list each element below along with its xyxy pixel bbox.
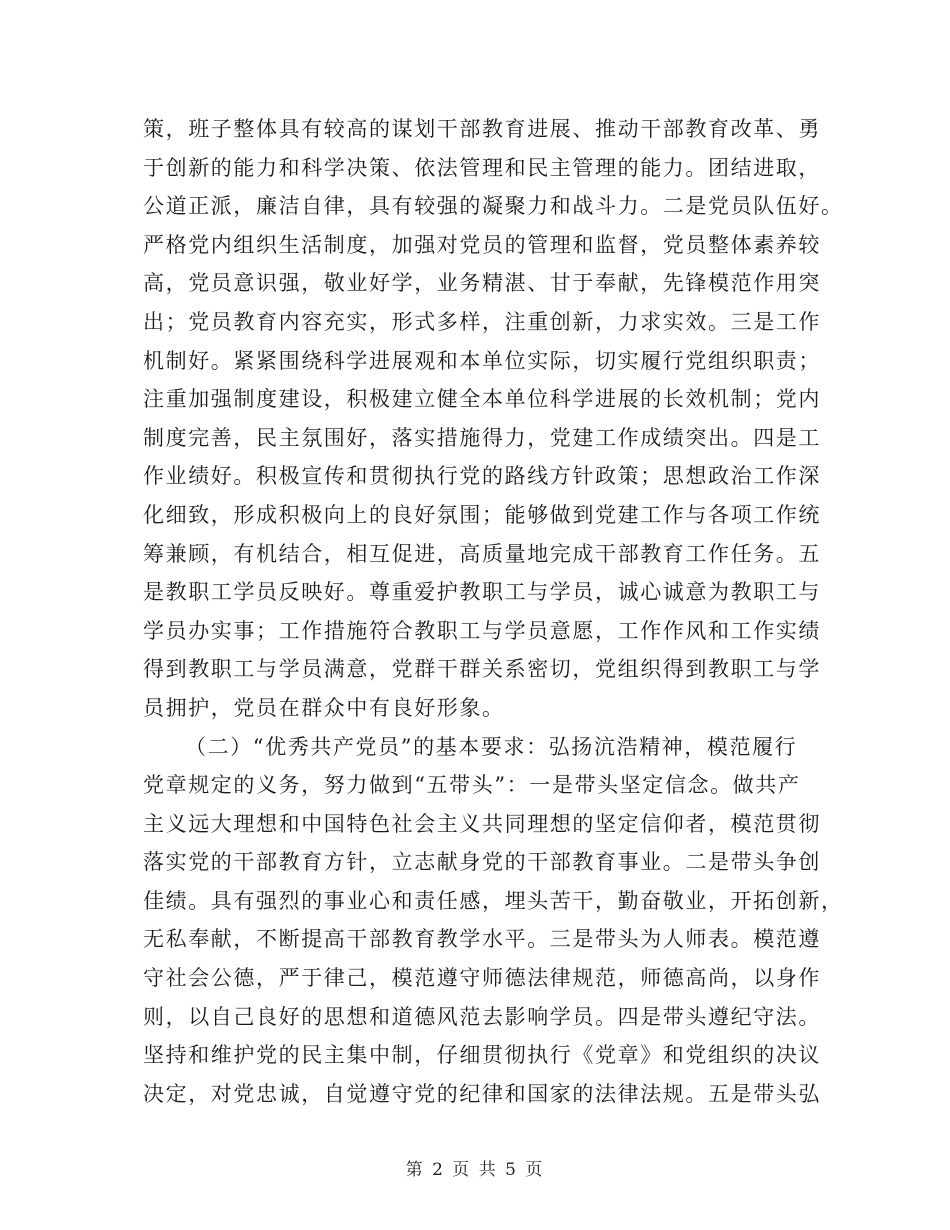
text-line: 则，以自己良好的思想和道德风范去影响学员。四是带头遵纪守法。	[143, 1004, 821, 1029]
text-line: 守社会公德，严于律己，模范遵守师德法律规范，师德高尚，以身作	[143, 966, 821, 991]
text-line: 机制好。紧紧围绕科学进展观和本单位实际，切实履行党组织职责；	[143, 348, 821, 373]
text-line: 坚持和维护党的民主集中制，仔细贯彻执行《党章》和党组织的决议	[143, 1043, 821, 1068]
document-body	[143, 110, 844, 1113]
text-line: 策，班子整体具有较高的谋划干部教育进展、推动干部教育改革、勇	[143, 117, 821, 141]
text-line: 作业绩好。积极宣传和贯彻执行党的路线方针政策；思想政治工作深	[143, 464, 821, 489]
text-line: 筹兼顾，有机结合，相互促进，高质量地完成干部教育工作任务。五	[143, 541, 821, 566]
text-line: 制度完善，民主氛围好，落实措施得力，党建工作成绩突出。四是工	[143, 425, 821, 450]
text-line: 注重加强制度建设，积极建立健全本单位科学进展的长效机制；党内	[143, 387, 821, 412]
text-line: 佳绩。具有强烈的事业心和责任感，埋头苦干，勤奋敬业，开拓创新，	[143, 888, 844, 913]
text-line: 是教职工学员反映好。尊重爱护教职工与学员，诚心诚意为教职工与	[143, 580, 821, 605]
text-line: 严格党内组织生活制度，加强对党员的管理和监督，党员整体素养较	[143, 232, 821, 257]
text-line: 主义远大理想和中国特色社会主义共同理想的坚定信仰者，模范贯彻	[143, 811, 821, 836]
text-line: 公道正派，廉洁自律，具有较强的凝聚力和战斗力。二是党员队伍好。	[143, 194, 844, 219]
text-line: 员拥护，党员在群众中有良好形象。	[143, 695, 505, 720]
text-line: 得到教职工与学员满意，党群干群关系密切，党组织得到教职工与学	[143, 657, 821, 682]
text-line: 于创新的能力和科学决策、依法管理和民主管理的能力。团结进取，	[143, 155, 821, 180]
text-line-paragraph-start: （二）“优秀共产党员”的基本要求：弘扬沆浩精神，模范履行	[185, 734, 798, 759]
text-line: 出；党员教育内容充实，形式多样，注重创新，力求实效。三是工作	[143, 309, 821, 334]
text-line: 化细致，形成积极向上的良好氛围；能够做到党建工作与各项工作统	[143, 502, 821, 527]
text-line: 高，党员意识强，敬业好学，业务精湛、甘于奉献，先锋模范作用突	[143, 271, 821, 296]
text-line: 党章规定的义务，努力做到“五带头”：一是带头坚定信念。做共产	[143, 773, 801, 798]
page-footer: 第 2 页 共 5 页	[405, 1160, 545, 1180]
text-line: 决定，对党忠诚，自觉遵守党的纪律和国家的法律法规。五是带头弘	[143, 1081, 821, 1106]
text-line: 落实党的干部教育方针，立志献身党的干部教育事业。二是带头争创	[143, 850, 821, 875]
text-line: 无私奉献，不断提高干部教育教学水平。三是带头为人师表。模范遵	[143, 927, 821, 952]
text-line: 学员办实事；工作措施符合教职工与学员意愿，工作作风和工作实绩	[143, 618, 821, 643]
